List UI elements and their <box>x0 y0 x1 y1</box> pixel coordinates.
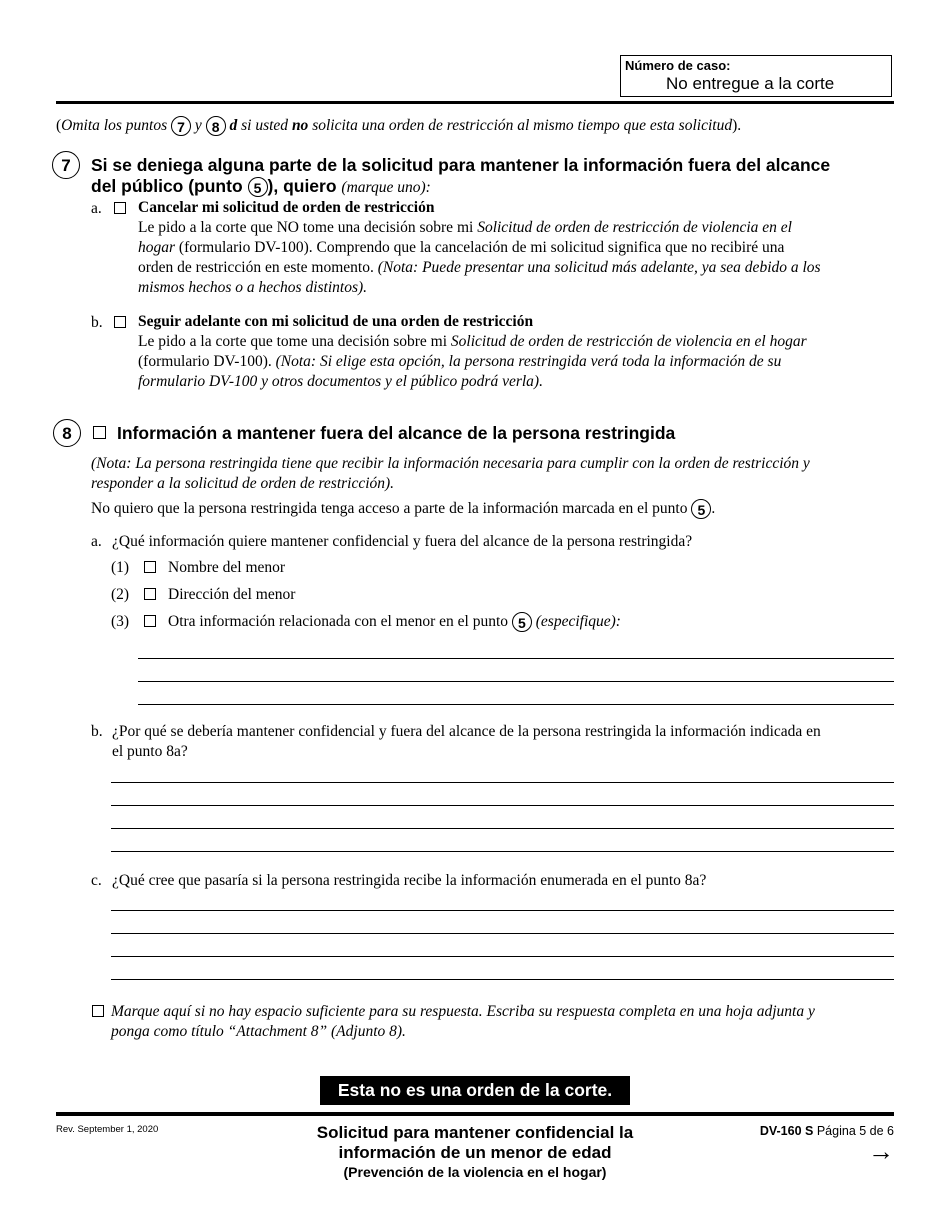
option-3-number: (3) <box>111 613 130 630</box>
option-1-number: (1) <box>111 559 130 576</box>
answer-line-8c-4[interactable] <box>111 979 894 980</box>
item-7-number: 7 <box>52 151 80 179</box>
option-1-label: Nombre del menor <box>168 559 286 576</box>
form-title: Solicitud para mantener confidencial la información de un menor de edad (Prevención de la violencia en el hogar) <box>316 1123 634 1180</box>
answer-line-8b-2[interactable] <box>111 805 894 806</box>
option-2-checkbox[interactable] <box>144 588 156 600</box>
intro-instruction: (Omita los puntos 7 y 8 d si usted no solicita una orden de restricción al mismo tiempo que esta solicitud). <box>56 117 742 136</box>
item-8-statement: No quiero que la persona restringida tenga acceso a parte de la información marcada en el punto 5 . <box>91 500 716 519</box>
not-a-court-order-banner: Esta no es una orden de la corte. <box>320 1076 630 1105</box>
item-8c-question: ¿Qué cree que pasaría si la persona restringida recibe la información enumerada en el punto 8a? <box>112 872 707 889</box>
item-8-number: 8 <box>53 419 81 447</box>
item-8c-letter: c. <box>91 872 102 889</box>
answer-line-8c-2[interactable] <box>111 933 894 934</box>
form-number: DV-160 S <box>759 1124 814 1138</box>
option-2-label: Dirección del menor <box>168 586 296 603</box>
answer-line-8b-1[interactable] <box>111 782 894 783</box>
answer-line-8a-2[interactable] <box>138 681 894 682</box>
option-1-checkbox[interactable] <box>144 561 156 573</box>
option-2-number: (2) <box>111 586 130 603</box>
option-3-label: Otra información relacionada con el menor en el punto 5 (especifique): <box>168 613 621 632</box>
attachment-checkbox[interactable] <box>92 1005 104 1017</box>
option-3-checkbox[interactable] <box>144 615 156 627</box>
answer-line-8c-3[interactable] <box>111 956 894 957</box>
page-number: Página 5 de 6 <box>816 1124 894 1138</box>
item-7-heading: Si se deniega alguna parte de la solicitud para mantener la información fuera del alcance del público (punto 5 ), quiero (marque uno): <box>91 155 831 197</box>
ref-circle-5: 5 <box>248 177 268 197</box>
case-number-label: Número de caso: <box>625 58 731 73</box>
item-8b-letter: b. <box>91 723 103 740</box>
item-8-heading: Información a mantener fuera del alcance de la persona restringida <box>117 423 676 443</box>
next-page-arrow-icon: → <box>868 1136 894 1166</box>
item-8b-question: ¿Por qué se debería mantener confidencial y fuera del alcance de la persona restringida la información indicada en el punto 8a? <box>112 723 821 760</box>
ref-circle-5: 5 <box>512 612 532 632</box>
answer-line-8a-3[interactable] <box>138 704 894 705</box>
item-8a-question: ¿Qué información quiere mantener confidencial y fuera del alcance de la persona restringida? <box>112 533 693 550</box>
answer-line-8b-4[interactable] <box>111 851 894 852</box>
footer-rule <box>56 1112 894 1116</box>
item-7a-letter: a. <box>91 200 102 217</box>
item-7a-checkbox[interactable] <box>114 202 126 214</box>
answer-line-8b-3[interactable] <box>111 828 894 829</box>
ref-circle-8: 8 <box>206 116 226 136</box>
ref-circle-5: 5 <box>691 499 711 519</box>
answer-line-8c-1[interactable] <box>111 910 894 911</box>
case-number-box <box>620 55 892 97</box>
item-8-checkbox[interactable] <box>93 426 106 439</box>
item-8-note: (Nota: La persona restringida tiene que recibir la información necesaria para cumplir con la orden de restricción y responder a la solicitud de orden de restricción). <box>91 455 810 492</box>
top-rule <box>56 101 894 104</box>
item-7b-checkbox[interactable] <box>114 316 126 328</box>
answer-line-8a-1[interactable] <box>138 658 894 659</box>
item-7b-text: Seguir adelante con mi solicitud de una orden de restricción Le pido a la corte que tome una decisión sobre mi Solicitud de orden de restricción de violencia en el hogar (formulario DV-100). (Nota: Si elige esta opción, la persona restringida verá toda la información de su formulario DV-100 y otros documentos y el público podrá verla). <box>138 313 807 390</box>
ref-circle-7: 7 <box>171 116 191 136</box>
revision-date: Rev. September 1, 2020 <box>56 1124 159 1135</box>
attachment-note: Marque aquí si no hay espacio suficiente para su respuesta. Escriba su respuesta completa en una hoja adjunta y ponga como título “Attachment 8” (Adjunto 8). <box>111 1003 815 1040</box>
case-number-value: No entregue a la corte <box>666 74 835 93</box>
item-8a-letter: a. <box>91 533 102 550</box>
item-7b-letter: b. <box>91 314 103 331</box>
item-7a-text: Cancelar mi solicitud de orden de restricción Le pido a la corte que NO tome una decisión sobre mi Solicitud de orden de restricción de violencia en el hogar (formulario DV-100). Comprendo que la cancelación de mi solicitud significa que no recibiré una orden de restricción en este momento. (Nota: Puede presentar una solicitud más adelante, ya sea debido a los mismos hechos o a hechos distintos). <box>138 199 821 296</box>
